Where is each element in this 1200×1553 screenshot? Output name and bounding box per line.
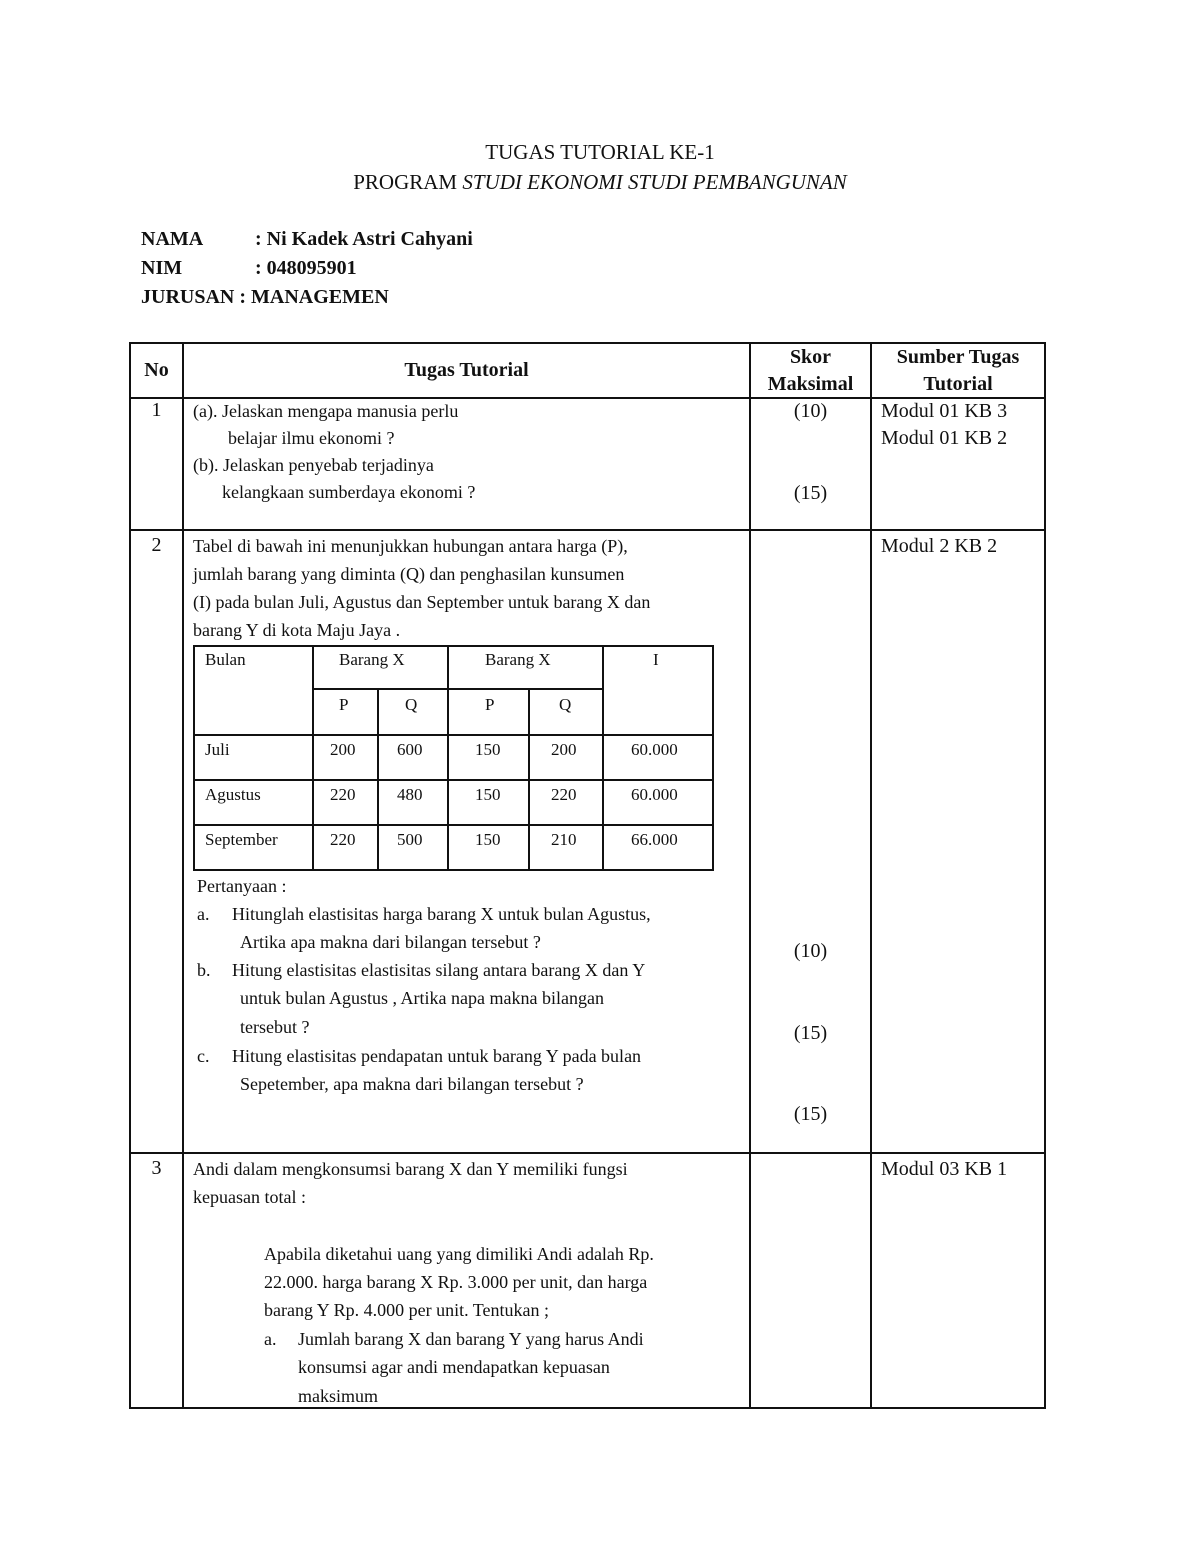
task-2-intro-line: barang Y di kota Maju Jaya . <box>193 620 401 640</box>
inner-cell: 220 <box>330 830 356 849</box>
task-1a-cont: belajar ilmu ekonomi ? <box>228 428 395 448</box>
question-c-line: Hitung elastisitas pendapatan untuk barang Y pada bulan <box>232 1046 642 1066</box>
inner-border-top <box>193 645 714 647</box>
header-source <box>872 344 1044 398</box>
inner-cell: 200 <box>551 740 577 759</box>
inner-subheader-p: P <box>339 695 349 714</box>
inner-cell: 150 <box>475 740 501 759</box>
task-1b-cont: kelangkaan sumberdaya ekonomi ? <box>222 482 476 502</box>
question-a-line: Artika apa makna dari bilangan tersebut ? <box>240 932 541 952</box>
inner-subheader-divider <box>312 688 604 690</box>
program-line <box>0 170 1200 195</box>
inner-subheader-p: P <box>485 695 495 714</box>
inner-header-barang: Barang X <box>339 650 405 669</box>
program-prefix: PROGRAM <box>353 170 463 194</box>
inner-border-right <box>712 645 714 871</box>
task-2-intro-line: Tabel di bawah ini menunjukkan hubungan antara harga (P), <box>193 536 628 556</box>
nim-row <box>141 257 357 280</box>
source-1a: Modul 01 KB 3 <box>881 400 1008 422</box>
score-1b: (15) <box>793 482 828 504</box>
question-3a-line: konsumsi agar andi mendapatkan kepuasan <box>298 1357 610 1377</box>
department-value: : MANAGEMEN <box>239 286 389 308</box>
questions-title: Pertanyaan : <box>197 876 287 896</box>
task-3-body-line: Apabila diketahui uang yang dimiliki Andi adalah Rp. <box>264 1244 654 1264</box>
header-score-line1: Skor <box>789 346 832 368</box>
inner-cell: 200 <box>330 740 356 759</box>
task-2-intro-line: jumlah barang yang diminta (Q) dan penghasilan kunsumen <box>193 564 625 584</box>
score-2b: (15) <box>793 1022 828 1044</box>
inner-cell: 150 <box>475 830 501 849</box>
header-no: No <box>144 359 169 381</box>
inner-cell: 600 <box>397 740 423 759</box>
row-number: 3 <box>151 1157 162 1179</box>
department-row <box>141 286 389 309</box>
task-3-body-line: 22.000. harga barang X Rp. 3.000 per unit, dan harga <box>264 1272 648 1292</box>
task-1a: (a). Jelaskan mengapa manusia perlu <box>193 401 459 421</box>
document-title: TUGAS TUTORIAL KE-1 <box>485 140 715 164</box>
question-3a-mark: a. <box>264 1329 277 1349</box>
header-task: Tugas Tutorial <box>404 359 529 381</box>
name-label: NAMA <box>141 228 204 250</box>
source-1b: Modul 01 KB 2 <box>881 427 1008 449</box>
nim-value: : 048095901 <box>255 257 357 279</box>
inner-cell: 60.000 <box>631 785 678 804</box>
column-divider <box>870 342 872 1409</box>
inner-cell-month: Juli <box>205 740 230 759</box>
header-source-line1: Sumber Tugas <box>896 346 1020 368</box>
inner-cell: 60.000 <box>631 740 678 759</box>
question-b-line: tersebut ? <box>240 1017 310 1037</box>
header-source-line2: Tutorial <box>923 373 993 395</box>
inner-cell: 150 <box>475 785 501 804</box>
inner-cell: 66.000 <box>631 830 678 849</box>
task-1b: (b). Jelaskan penyebab terjadinya <box>193 455 434 475</box>
inner-row-divider <box>193 824 714 826</box>
inner-row-divider <box>193 779 714 781</box>
inner-cell: 210 <box>551 830 577 849</box>
table-border-left <box>129 342 131 1409</box>
inner-border-left <box>193 645 195 871</box>
task-2-intro-line: (I) pada bulan Juli, Agustus dan September untuk barang X dan <box>193 592 651 612</box>
name-value: : Ni Kadek Astri Cahyani <box>255 228 473 250</box>
row-divider <box>129 1152 1046 1154</box>
source-3: Modul 03 KB 1 <box>881 1158 1008 1180</box>
question-c-line: Sepetember, apa makna dari bilangan tersebut ? <box>240 1074 584 1094</box>
inner-row-divider <box>193 734 714 736</box>
inner-cell: 220 <box>330 785 356 804</box>
question-b-line: untuk bulan Agustus , Artika napa makna bilangan <box>240 988 604 1008</box>
score-1a: (10) <box>793 400 828 422</box>
program-name: STUDI EKONOMI STUDI PEMBANGUNAN <box>462 170 847 194</box>
inner-cell-month: September <box>205 830 278 849</box>
task-3-body-line: barang Y Rp. 4.000 per unit. Tentukan ; <box>264 1300 550 1320</box>
question-b-mark: b. <box>197 960 211 980</box>
name-row <box>141 228 473 251</box>
inner-header-income: I <box>653 650 659 669</box>
question-b-line: Hitung elastisitas elastisitas silang antara barang X dan Y <box>232 960 646 980</box>
row-number: 2 <box>151 534 162 556</box>
inner-subheader-q: Q <box>559 695 572 714</box>
score-2c: (15) <box>793 1103 828 1125</box>
question-c-mark: c. <box>197 1046 210 1066</box>
score-2a: (10) <box>793 940 828 962</box>
task-3-intro-line: Andi dalam mengkonsumsi barang X dan Y memiliki fungsi <box>193 1159 628 1179</box>
inner-col-divider <box>602 645 604 871</box>
nim-label: NIM <box>141 257 183 279</box>
inner-col-divider <box>377 688 379 871</box>
inner-header-barang: Barang X <box>485 650 551 669</box>
inner-subheader-q: Q <box>405 695 418 714</box>
header-score <box>751 344 870 398</box>
question-a-line: Hitunglah elastisitas harga barang X untuk bulan Agustus, <box>232 904 651 924</box>
question-3a-line: maksimum <box>298 1386 378 1406</box>
table-border-bottom <box>129 1407 1046 1409</box>
inner-col-divider <box>528 688 530 871</box>
inner-cell-month: Agustus <box>205 785 261 804</box>
question-3a-line: Jumlah barang X dan barang Y yang harus Andi <box>298 1329 644 1349</box>
question-a-mark: a. <box>197 904 210 924</box>
column-divider <box>182 342 184 1409</box>
inner-col-divider <box>447 645 449 871</box>
inner-cell: 220 <box>551 785 577 804</box>
inner-col-divider <box>312 645 314 871</box>
task-3-intro-line: kepuasan total : <box>193 1187 306 1207</box>
inner-cell: 500 <box>397 830 423 849</box>
row-divider <box>129 529 1046 531</box>
inner-border-bottom <box>193 869 714 871</box>
row-number: 1 <box>151 399 162 421</box>
department-label: JURUSAN <box>141 286 235 308</box>
source-2: Modul 2 KB 2 <box>881 535 998 557</box>
table-border-right <box>1044 342 1046 1409</box>
inner-cell: 480 <box>397 785 423 804</box>
header-score-line2: Maksimal <box>767 373 854 395</box>
inner-header-bulan: Bulan <box>205 650 246 669</box>
